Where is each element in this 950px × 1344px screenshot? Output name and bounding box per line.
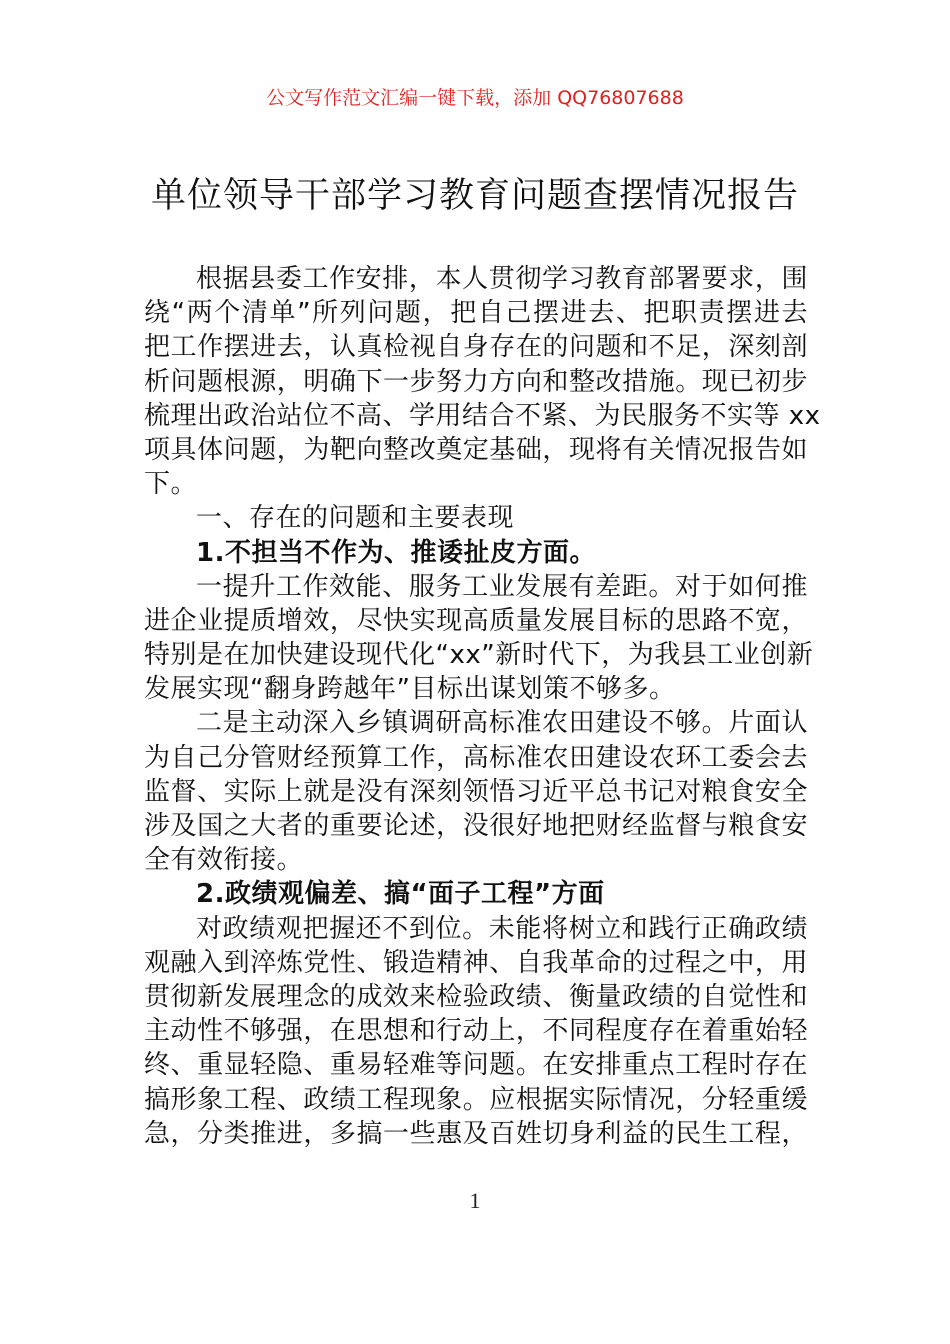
text-line: 析问题根源，明确下一步努力方向和整改措施。现已初步 [144, 366, 808, 397]
text-line: 绕“两个清单”所列问题，把自己摆进去、把职责摆进去 [144, 298, 808, 329]
document-body [144, 262, 821, 1151]
text-line: 对政绩观把握还不到位。未能将树立和践行正确政绩 [196, 913, 808, 944]
page-number: 1 [469, 1188, 481, 1213]
text-line: 项具体问题，为靶向整改奠定基础，现将有关情况报告如 [144, 434, 808, 465]
text-line: 急，分类推进，多搞一些惠及百姓切身利益的民生工程， [144, 1118, 808, 1149]
text-line: 贯彻新发展理念的成效来检验政绩、衡量政绩的自觉性和 [144, 981, 808, 1012]
download-banner: 公文写作范文汇编一键下载，添加 QQ76807688 [266, 87, 684, 109]
subsection-heading: 1.不担当不作为、推诿扯皮方面。 [196, 537, 596, 568]
text-line: 根据县委工作安排，本人贯彻学习教育部署要求，围 [196, 264, 808, 294]
text-line: 全有效衔接。 [144, 845, 304, 876]
subsection-heading: 2.政绩观偏差、搞“面子工程”方面 [196, 879, 605, 910]
text-line: 监督、实际上就是没有深刻领悟习近平总书记对粮食安全 [144, 776, 808, 807]
text-line: 特别是在加快建设现代化“xx”新时代下，为我县工业创新 [144, 640, 814, 671]
text-line: 梳理出政治站位不高、学用结合不紧、为民服务不实等 xx [144, 400, 821, 431]
text-line: 为自己分管财经预算工作，高标准农田建设农环工委会去 [144, 742, 808, 773]
text-line: 进企业提质增效，尽快实现高质量发展目标的思路不宽， [144, 605, 808, 636]
text-line: 终、重显轻隐、重易轻难等问题。在安排重点工程时存在 [144, 1050, 808, 1081]
text-line: 二是主动深入乡镇调研高标准农田建设不够。片面认 [196, 708, 808, 739]
text-line: 主动性不够强，在思想和行动上，不同程度存在着重始轻 [144, 1016, 808, 1047]
text-line: 发展实现“翻身跨越年”目标出谋划策不够多。 [144, 674, 676, 705]
text-line: 一提升工作效能、服务工业发展有差距。对于如何推 [196, 571, 808, 602]
document-title: 单位领导干部学习教育问题查摆情况报告 [150, 176, 799, 216]
text-line: 搞形象工程、政绩工程现象。应根据实际情况，分轻重缓 [144, 1084, 808, 1115]
section-heading: 一、存在的问题和主要表现 [196, 503, 515, 534]
text-line: 观融入到淬炼党性、锻造精神、自我革命的过程之中，用 [144, 947, 808, 978]
text-line: 下。 [144, 469, 198, 500]
text-line: 把工作摆进去，认真检视自身存在的问题和不足，深刻剖 [144, 332, 808, 363]
text-line: 涉及国之大者的重要论述，没很好地把财经监督与粮食安 [144, 811, 808, 841]
